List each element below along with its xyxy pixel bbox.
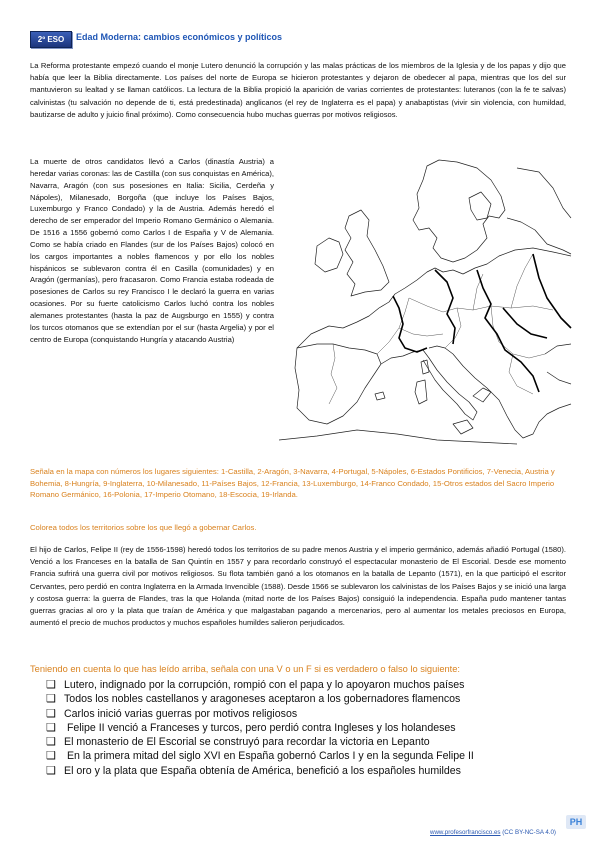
list-item	[46, 692, 474, 706]
map-instructions: Señala en la mapa con números los lugares siguientes: 1-Castilla, 2-Aragón, 3-Navarra, 4-Portugal, 5-Nápoles, 6-Estados Pontificios, 7-Venecia, Austria y Bohemia, 8-Hungría, 9-Inglaterra, 10-Milanesado, 11-Países Bajos, 12-Francia, 13-Luxemburgo, 14-Franco Condado, 15-Otros estados del Sacro Imperio Romano Germánico, 16-Polonia, 17-Imperio Otomano, 18-Escocia, 19-Irlanda.	[30, 467, 555, 500]
course-badge: 2º ESO	[30, 31, 72, 48]
color-instructions: Colorea todos los territorios sobre los que llegó a gobernar Carlos.	[30, 523, 257, 532]
statement-text: En la primera mitad del siglo XVI en España gobernó Carlos I y en la segunda Felipe II	[64, 750, 474, 763]
list-item	[46, 707, 474, 721]
list-item	[46, 764, 474, 778]
list-item	[46, 678, 474, 692]
list-item	[46, 721, 474, 735]
statement-text: Carlos inició varias guerras por motivos religiosos	[64, 707, 298, 720]
license-text: (CC BY-NC-SA 4.0)	[502, 829, 556, 836]
checkbox[interactable]: ❑	[46, 693, 56, 706]
europe-outline-map	[277, 158, 572, 448]
footer-credit	[430, 829, 556, 836]
statement-text: Lutero, indignado por la corrupción, rompió con el papa y lo apoyaron muchos países	[64, 679, 465, 691]
page-title: Edad Moderna: cambios económicos y políticos	[76, 32, 283, 42]
true-false-intro: Teniendo en cuenta lo que has leído arriba, señala con una V o un F si es verdadero o falso lo siguiente:	[30, 664, 461, 674]
statement-text: El oro y la plata que España obtenía de América, benefició a los españoles humildes	[64, 764, 461, 777]
checkbox[interactable]: ❑	[46, 736, 56, 749]
checkbox[interactable]: ❑	[46, 764, 56, 777]
statement-text: Felipe II venció a Franceses y turcos, pero perdió contra Ingleses y los holandeses	[64, 721, 456, 734]
felipe-paragraph: El hijo de Carlos, Felipe II (rey de 1556-1598) heredó todos los territorios de su padre menos Austria y el imperio germánico, además añadió Portugal (1580). Venció a los Franceses en la batalla de San Quintín en 1557 y para recordarlo construyó el espectacular monasterio de El Escorial. Desde ese momento Francia sufrirá una guerra civil por motivos religiosos. Su flota también ganó a los otomanos en la batalla de Lepanto (1571), en la que participó el escritor Cervantes, pero perdió en contra Inglaterra en la Armada Invencible (1588). Desde 1566 se sublevaron los calvinistas de los Países Bajos y se inició una larga y costosa guerra: la guerra de Flandes, tras la que Holanda (mitad norte de los Países Bajos) consiguió la independencia. España pudo mantener tantas guerras gracias al oro y la plata que traían de América y que malgastaban pagando a mercenarios, pero al aumentar los metales preciosos en Europa, aumentó el precio de muchos productos y muchos españoles humildes salieron perjudicados.	[30, 545, 566, 628]
statement-text: El monasterio de El Escorial se construyó para recordar la victoria en Lepanto	[64, 736, 430, 749]
website-link[interactable]: www.profesorfrancisco.es	[430, 829, 501, 836]
checkbox[interactable]: ❑	[46, 679, 56, 691]
ph-logo: PH	[566, 815, 586, 829]
checkbox[interactable]: ❑	[46, 707, 56, 720]
carlos-paragraph: La muerte de otros candidatos llevó a Carlos (dinastía Austria) a heredar varias coronas: las de Castilla (con sus conquistas en América), Navarra, Aragón (con sus posesiones en Italia: Sicilia, Cerdeña y Nápoles), Milanesado, Borgoña (que incluye los Países Bajos, Luxemburgo y Franco Condado) y la de Austria. Además heredó el derecho de ser emperador del Imperio Romano Germánico o Alemania. De 1516 a 1556 gobernó como Carlos I de España y V de Alemania. Como se había criado en Flandes (sur de los Países Bajos) colocó en los cargos importantes a nobles flamencos y por ello los nobles hispánicos se sublevaron contra él en Casilla (comunidades) y en Aragón (germanías), pero fracasaron. Como Francia estaba rodeada de posesiones de Carlos su rey Francisco I le declaró la guerra en varias ocasiones. Por su fuerte catolicismo Carlos luchó contra los nobles alemanes protestantes (hasta la paz de Augsburgo en 1555) y contra los turcos otomanos que se extendían por el sur (hasta Argelia) y por el centro de Europa (conquistando Hungría y atacando Austria)	[30, 157, 274, 344]
statement-text: Todos los nobles castellanos y aragoneses aceptaron a los gobernadores flamencos	[64, 693, 461, 706]
true-false-list	[46, 678, 474, 778]
reforma-paragraph: La Reforma protestante empezó cuando el monje Lutero denunció la corrupción y las malas prácticas de los miembros de la Iglesia y de los papas y dijo que había que leer la Biblia directamente. Los países del norte de Europa se hicieron protestantes y dejaron de obedecer al papa, mientras que los del sur mantuvieron su lealtad y se llaman católicos. La lectura de la Biblia propició la aparición de varias corrientes de protestantes: luteranos (con la fe te salvas) calvinistas (tu salvación no depende de ti, está predestinada) anglicanos (el rey de Inglaterra es el papa) y anabaptistas (vivir sin violencia, con humildad, bautizarse de adulto y juicio final próximo). Como consecuencia hubo muchas guerras por motivos religiosos.	[30, 61, 566, 119]
list-item	[46, 749, 474, 763]
checkbox[interactable]: ❑	[46, 721, 56, 734]
list-item	[46, 735, 474, 749]
checkbox[interactable]: ❑	[46, 750, 56, 763]
